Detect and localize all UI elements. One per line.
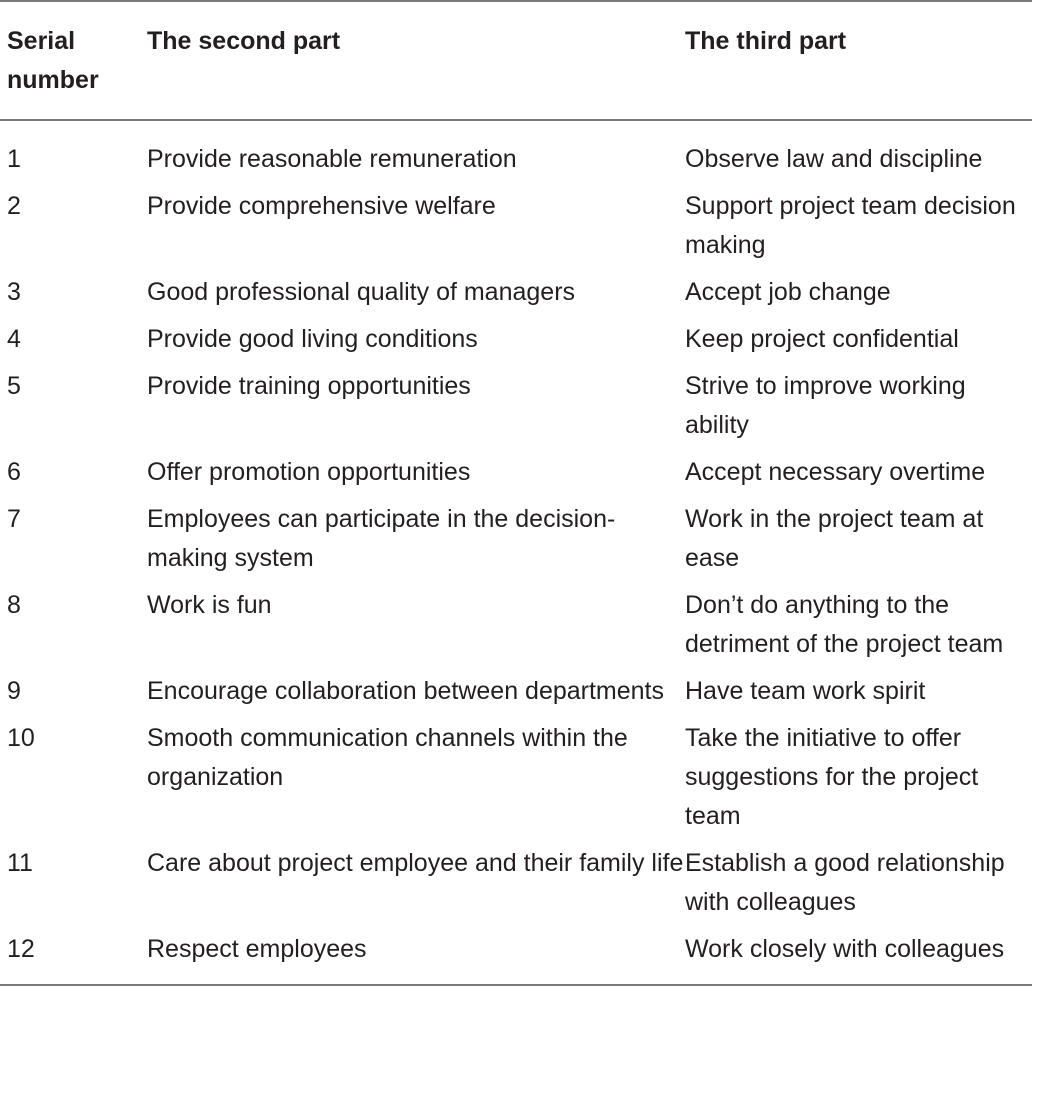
table-row xyxy=(0,120,1032,187)
cell-second-part: Care about project employee and their family life xyxy=(147,849,684,877)
cell-second-part: Work is fun xyxy=(147,591,272,619)
cell-third-part: Work in the project team at ease xyxy=(685,505,984,572)
cell-third-part: Have team work spirit xyxy=(685,677,926,705)
table-row xyxy=(0,273,1032,320)
cell-serial: 3 xyxy=(7,278,21,306)
cell-second-part: Provide good living conditions xyxy=(147,325,478,353)
cell-second-part: Encourage collaboration between departments xyxy=(147,677,665,705)
table-row xyxy=(0,187,1032,273)
cell-serial: 7 xyxy=(7,505,21,533)
table-row xyxy=(0,320,1032,367)
cell-third-part: Accept necessary overtime xyxy=(685,458,986,486)
cell-serial: 4 xyxy=(7,325,21,353)
cell-third-part: Strive to improve working ability xyxy=(685,372,966,439)
cell-second-part: Respect employees xyxy=(147,935,367,963)
cell-serial: 6 xyxy=(7,458,21,486)
table-body xyxy=(0,120,1032,985)
cell-third-part: Don’t do anything to the detriment of the project team xyxy=(685,591,1004,658)
cell-third-part: Support project team decision making xyxy=(685,192,1016,259)
cell-serial: 9 xyxy=(7,677,21,705)
cell-second-part: Smooth communication channels within the organization xyxy=(147,724,628,791)
table-header xyxy=(0,1,1032,120)
cell-serial: 8 xyxy=(7,591,21,619)
header-second-part: The second part xyxy=(147,27,341,55)
cell-second-part: Provide reasonable remuneration xyxy=(147,145,517,173)
cell-second-part: Provide training opportunities xyxy=(147,372,471,400)
cell-third-part: Accept job change xyxy=(685,278,891,306)
cell-serial: 2 xyxy=(7,192,21,220)
table-row xyxy=(0,586,1032,672)
cell-third-part: Keep project confidential xyxy=(685,325,959,353)
header-serial-number: Serial number xyxy=(7,27,99,94)
cell-second-part: Provide comprehensive welfare xyxy=(147,192,496,220)
header-third-part: The third part xyxy=(685,27,847,55)
cell-serial: 11 xyxy=(7,849,33,877)
table-row xyxy=(0,500,1032,586)
table-row xyxy=(0,930,1032,985)
cell-second-part: Offer promotion opportunities xyxy=(147,458,471,486)
cell-third-part: Take the initiative to offer suggestions for the project team xyxy=(685,724,979,830)
table-row xyxy=(0,367,1032,453)
cell-third-part: Observe law and discipline xyxy=(685,145,983,173)
table-row xyxy=(0,453,1032,500)
cell-second-part: Employees can participate in the decision-making system xyxy=(147,505,616,572)
cell-third-part: Establish a good relationship with colleagues xyxy=(685,849,1005,916)
table-row xyxy=(0,719,1032,844)
header-row xyxy=(0,1,1032,120)
table-row xyxy=(0,844,1032,930)
cell-serial: 12 xyxy=(7,935,35,963)
cell-serial: 1 xyxy=(7,145,21,173)
cell-third-part: Work closely with colleagues xyxy=(685,935,1005,963)
cell-second-part: Good professional quality of managers xyxy=(147,278,576,306)
cell-serial: 10 xyxy=(7,724,35,752)
cell-serial: 5 xyxy=(7,372,21,400)
table-row xyxy=(0,672,1032,719)
